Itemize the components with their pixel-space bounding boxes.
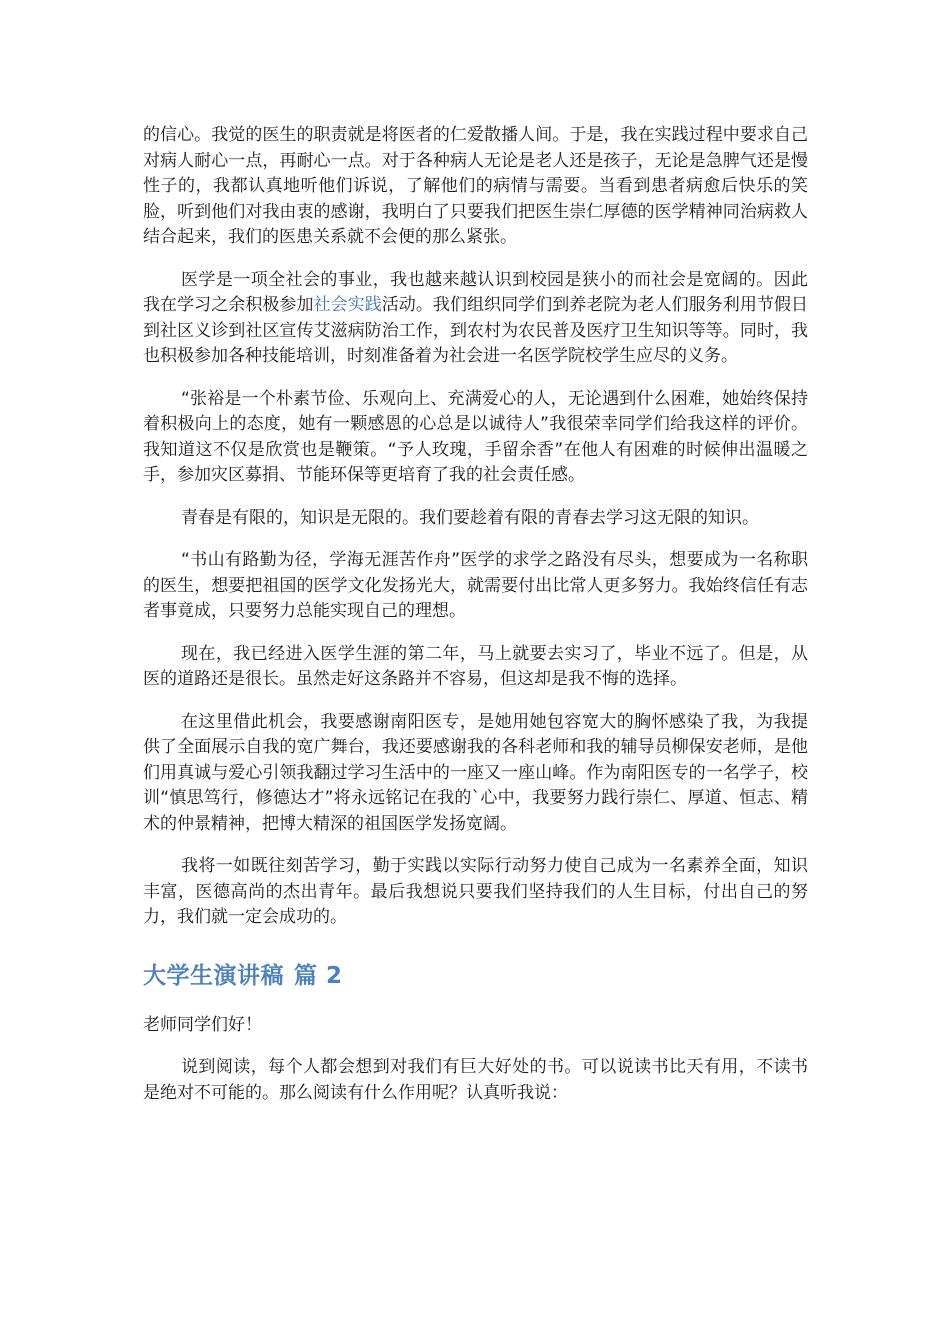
paragraph-3: “张裕是一个朴素节俭、乐观向上、充满爱心的人，无论遇到什么困难，她始终保持着积极向上的态度，她有一颗感恩的心总是以诚待人”我很荣幸同学们给我这样的评价。我知道这不仅是欣赏也是鞭策。“予人玫瑰，手留余香”在他人有困难的时候伸出温暖之手，参加灾区募捐、节能环保等更培育了我的社会责任感。 (143, 388, 808, 485)
social-practice-link[interactable]: 社会实践 (313, 295, 382, 315)
paragraph-7: 在这里借此机会，我要感谢南阳医专，是她用她包容宽大的胸怀感染了我，为我提供了全面展示自我的宽广舞台，我还要感谢我的各科老师和我的辅导员柳保安老师，是他们用真诚与爱心引领我翻过学习生活中的一座又一座山峰。作为南阳医专的一名学子，校训“慎思笃行，修德达才”将永远铭记在我的`心中，我要努力践行崇仁、厚道、恒志、精术的仲景精神，把博大精深的祖国医学发扬宽阔。 (143, 711, 808, 834)
greeting: 老师同学们好！ (143, 1014, 262, 1035)
section-heading (143, 961, 808, 991)
paragraph-8: 我将一如既往刻苦学习，勤于实践以实际行动努力使自己成为一名素养全面，知识丰富，医德高尚的杰出青年。最后我想说只要我们坚持我们的人生目标，付出自己的努力，我们就一定会成功的。 (143, 856, 808, 927)
paragraph-4: 青春是有限的，知识是无限的。我们要趁着有限的青春去学习这无限的知识。 (181, 507, 759, 528)
paragraph-2 (143, 268, 808, 370)
paragraph-1: 的信心。我觉的医生的职责就是将医者的仁爱散播人间。于是，我在实践过程中要求自己对病人耐心一点，再耐心一点。对于各种病人无论是老人还是孩子，无论是急脾气还是慢性子的，我都认真地听他们诉说，了解他们的病情与需要。当看到患者病愈后快乐的笑脸，听到他们对我由衷的感谢，我明白了只要我们把医生崇仁厚德的医学精神同治病救人结合起来，我们的医患关系就不会便的那么紧张。 (143, 125, 808, 247)
paragraph-5: “书山有路勤为径，学海无涯苦作舟”医学的求学之路没有尽头，想要成为一名称职的医生，想要把祖国的医学文化发扬光大，就需要付出比常人更多努力。我始终信任有志者事竟成，只要努力总能实现自己的理想。 (143, 550, 808, 621)
paragraph-9: 说到阅读，每个人都会想到对我们有巨大好处的书。可以说读书比天有用，不读书是绝对不可能的。那么阅读有什么作用呢？认真听我说： (143, 1057, 808, 1103)
paragraph-2-text-b: 活动。我们组织同学们到养老院为老人们服务利用节假日到社区义诊到社区宣传艾滋病防治工作，到农村为农民普及医疗卫生知识等等。同时，我也积极参加各种技能培训，时刻准备着为社会进一名医学院校学生应尽的义务。 (143, 295, 809, 366)
section-heading-title: 大学生演讲稿 (143, 962, 284, 989)
paragraph-6: 现在，我已经进入医学生涯的第二年，马上就要去实习了，毕业不远了。但是，从医的道路还是很长。虽然走好这条路并不容易，但这却是我不悔的选择。 (143, 643, 808, 689)
paragraph-2-text-a: 医学是一项全社会的事业，我也越来越认识到校园是狭小的而社会是宽阔的。因此我在学习之余积极参加 (143, 269, 808, 315)
section-heading-number: 篇 2 (294, 962, 343, 989)
document-page (143, 123, 808, 1123)
